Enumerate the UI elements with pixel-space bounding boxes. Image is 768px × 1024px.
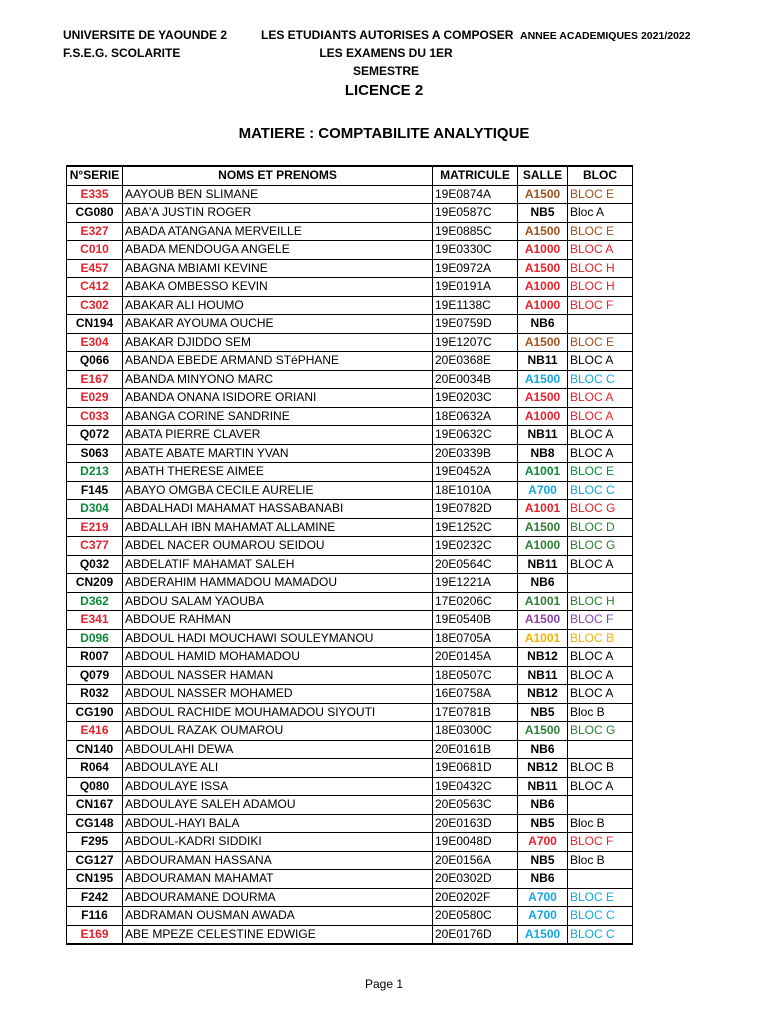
salle-cell: NB6 xyxy=(518,315,568,334)
matricule-cell: 20E0163D xyxy=(433,814,518,833)
matricule-cell: 19E1207C xyxy=(433,333,518,352)
serie-cell: Q032 xyxy=(67,555,123,574)
bloc-cell: BLOC A xyxy=(568,648,633,667)
matricule-cell: 19E0681D xyxy=(433,759,518,778)
table-row xyxy=(67,685,633,704)
salle-cell: NB5 xyxy=(518,703,568,722)
table-row xyxy=(67,833,633,852)
serie-cell: Q066 xyxy=(67,352,123,371)
title-line-2: LES EXAMENS DU 1ER xyxy=(319,46,453,60)
salle-cell: NB11 xyxy=(518,352,568,371)
bloc-cell: Bloc A xyxy=(568,204,633,223)
salle-cell: A1500 xyxy=(518,222,568,241)
serie-cell: F242 xyxy=(67,888,123,907)
serie-cell: E327 xyxy=(67,222,123,241)
bloc-cell: BLOC A xyxy=(568,426,633,445)
name-cell: ABDOUL NASSER HAMAN xyxy=(123,666,433,685)
faculty-name: F.S.E.G. SCOLARITE xyxy=(63,46,181,60)
salle-cell: A1500 xyxy=(518,611,568,630)
salle-cell: A1000 xyxy=(518,407,568,426)
matricule-cell: 19E1138C xyxy=(433,296,518,315)
bloc-cell: BLOC E xyxy=(568,222,633,241)
serie-cell: CN140 xyxy=(67,740,123,759)
name-cell: ABDOUL NASSER MOHAMED xyxy=(123,685,433,704)
table-body xyxy=(67,185,633,944)
name-cell: ABANDA MINYONO MARC xyxy=(123,370,433,389)
subject-title: MATIERE : COMPTABILITE ANALYTIQUE xyxy=(238,125,530,142)
academic-year: ANNEE ACADEMIQUES 2021/2022 xyxy=(520,30,691,42)
name-cell: ABDOUL RAZAK OUMAROU xyxy=(123,722,433,741)
table-row xyxy=(67,241,633,260)
bloc-cell: BLOC D xyxy=(568,518,633,537)
salle-cell: A1000 xyxy=(518,278,568,297)
matricule-cell: 20E0580C xyxy=(433,907,518,926)
name-cell: ABATE ABATE MARTIN YVAN xyxy=(123,444,433,463)
name-cell: ABDERAHIM HAMMADOU MAMADOU xyxy=(123,574,433,593)
serie-cell: CG148 xyxy=(67,814,123,833)
salle-cell: NB12 xyxy=(518,685,568,704)
name-cell: ABAKAR DJIDDO SEM xyxy=(123,333,433,352)
bloc-cell: Bloc B xyxy=(568,851,633,870)
university-name: UNIVERSITE DE YAOUNDE 2 xyxy=(63,28,228,42)
table-row xyxy=(67,204,633,223)
matricule-cell: 20E0034B xyxy=(433,370,518,389)
matricule-cell: 20E0176D xyxy=(433,925,518,944)
table-row xyxy=(67,888,633,907)
serie-cell: E219 xyxy=(67,518,123,537)
salle-cell: NB6 xyxy=(518,870,568,889)
name-cell: ABADA MENDOUGA ANGELE xyxy=(123,241,433,260)
column-header-salle: SALLE xyxy=(518,166,568,185)
table-row xyxy=(67,722,633,741)
bloc-cell: BLOC G xyxy=(568,500,633,519)
bloc-cell: BLOC F xyxy=(568,611,633,630)
table-row xyxy=(67,481,633,500)
serie-cell: S063 xyxy=(67,444,123,463)
table-row xyxy=(67,703,633,722)
matricule-cell: 19E0330C xyxy=(433,241,518,260)
title-line-1: LES ETUDIANTS AUTORISES A COMPOSER xyxy=(261,28,514,42)
serie-cell: CN167 xyxy=(67,796,123,815)
matricule-cell: 19E0203C xyxy=(433,389,518,408)
name-cell: ABDELATIF MAHAMAT SALEH xyxy=(123,555,433,574)
matricule-cell: 19E0540B xyxy=(433,611,518,630)
serie-cell: E341 xyxy=(67,611,123,630)
name-cell: ABDOULAYE SALEH ADAMOU xyxy=(123,796,433,815)
table-row xyxy=(67,777,633,796)
matricule-cell: 17E0206C xyxy=(433,592,518,611)
name-cell: ABAKAR AYOUMA OUCHE xyxy=(123,315,433,334)
matricule-cell: 19E1252C xyxy=(433,518,518,537)
serie-cell: D096 xyxy=(67,629,123,648)
matricule-cell: 19E0782D xyxy=(433,500,518,519)
serie-cell: CN194 xyxy=(67,315,123,334)
salle-cell: NB6 xyxy=(518,740,568,759)
serie-cell: E304 xyxy=(67,333,123,352)
bloc-cell: BLOC C xyxy=(568,907,633,926)
salle-cell: NB5 xyxy=(518,204,568,223)
column-header-serie: N°SERIE xyxy=(67,166,123,185)
bloc-cell xyxy=(568,574,633,593)
bloc-cell: BLOC F xyxy=(568,833,633,852)
matricule-cell: 18E0507C xyxy=(433,666,518,685)
matricule-cell: 19E0632C xyxy=(433,426,518,445)
salle-cell: A1500 xyxy=(518,722,568,741)
name-cell: ABAKA OMBESSO KEVIN xyxy=(123,278,433,297)
table-row xyxy=(67,426,633,445)
bloc-cell: BLOC E xyxy=(568,463,633,482)
salle-cell: NB12 xyxy=(518,648,568,667)
table-row xyxy=(67,611,633,630)
table-row xyxy=(67,740,633,759)
matricule-cell: 19E0048D xyxy=(433,833,518,852)
matricule-cell: 19E1221A xyxy=(433,574,518,593)
serie-cell: F145 xyxy=(67,481,123,500)
bloc-cell: BLOC A xyxy=(568,555,633,574)
bloc-cell: BLOC A xyxy=(568,666,633,685)
name-cell: ABAYO OMGBA CECILE AURELIE xyxy=(123,481,433,500)
bloc-cell xyxy=(568,315,633,334)
matricule-cell: 19E0874A xyxy=(433,185,518,204)
matricule-cell: 20E0563C xyxy=(433,796,518,815)
table-row xyxy=(67,592,633,611)
matricule-cell: 18E0632A xyxy=(433,407,518,426)
table-row xyxy=(67,666,633,685)
table-row xyxy=(67,407,633,426)
bloc-cell: BLOC C xyxy=(568,925,633,944)
table-row xyxy=(67,851,633,870)
salle-cell: A1001 xyxy=(518,463,568,482)
name-cell: ABAKAR ALI HOUMO xyxy=(123,296,433,315)
table-row xyxy=(67,444,633,463)
table-row xyxy=(67,370,633,389)
table-row xyxy=(67,259,633,278)
table-row xyxy=(67,352,633,371)
matricule-cell: 20E0161B xyxy=(433,740,518,759)
matricule-cell: 19E0759D xyxy=(433,315,518,334)
serie-cell: E029 xyxy=(67,389,123,408)
serie-cell: CG080 xyxy=(67,204,123,223)
table-row xyxy=(67,500,633,519)
bloc-cell: BLOC C xyxy=(568,481,633,500)
name-cell: ABDALHADI MAHAMAT HASSABANABI xyxy=(123,500,433,519)
serie-cell: E167 xyxy=(67,370,123,389)
table-row xyxy=(67,222,633,241)
matricule-cell: 19E0191A xyxy=(433,278,518,297)
salle-cell: A700 xyxy=(518,907,568,926)
salle-cell: NB11 xyxy=(518,555,568,574)
salle-cell: NB5 xyxy=(518,814,568,833)
matricule-cell: 18E0300C xyxy=(433,722,518,741)
page-number: Page 1 xyxy=(364,977,404,991)
salle-cell: A1500 xyxy=(518,185,568,204)
salle-cell: NB12 xyxy=(518,759,568,778)
table-header-row xyxy=(67,166,633,185)
table-row xyxy=(67,389,633,408)
matricule-cell: 16E0758A xyxy=(433,685,518,704)
bloc-cell: BLOC A xyxy=(568,389,633,408)
salle-cell: A1500 xyxy=(518,370,568,389)
salle-cell: A1000 xyxy=(518,241,568,260)
serie-cell: C412 xyxy=(67,278,123,297)
matricule-cell: 20E0302D xyxy=(433,870,518,889)
column-header-names: NOMS ET PRENOMS xyxy=(123,166,433,185)
salle-cell: NB8 xyxy=(518,444,568,463)
serie-cell: CN209 xyxy=(67,574,123,593)
bloc-cell: BLOC G xyxy=(568,537,633,556)
bloc-cell: Bloc B xyxy=(568,703,633,722)
name-cell: ABANDA EBEDE ARMAND STéPHANE xyxy=(123,352,433,371)
matricule-cell: 20E0156A xyxy=(433,851,518,870)
name-cell: ABDOUL HAMID MOHAMADOU xyxy=(123,648,433,667)
matricule-cell: 19E0972A xyxy=(433,259,518,278)
bloc-cell: BLOC A xyxy=(568,444,633,463)
name-cell: ABDOUL-HAYI BALA xyxy=(123,814,433,833)
salle-cell: A1000 xyxy=(518,296,568,315)
serie-cell: C033 xyxy=(67,407,123,426)
salle-cell: A1500 xyxy=(518,333,568,352)
salle-cell: NB11 xyxy=(518,666,568,685)
serie-cell: C377 xyxy=(67,537,123,556)
table-row xyxy=(67,537,633,556)
bloc-cell: BLOC A xyxy=(568,685,633,704)
table-row xyxy=(67,925,633,944)
matricule-cell: 20E0145A xyxy=(433,648,518,667)
serie-cell: E335 xyxy=(67,185,123,204)
matricule-cell: 19E0452A xyxy=(433,463,518,482)
bloc-cell: BLOC B xyxy=(568,629,633,648)
name-cell: ABDALLAH IBN MAHAMAT ALLAMINE xyxy=(123,518,433,537)
salle-cell: A1500 xyxy=(518,259,568,278)
name-cell: ABDRAMAN OUSMAN AWADA xyxy=(123,907,433,926)
serie-cell: E457 xyxy=(67,259,123,278)
name-cell: ABDOURAMAN HASSANA xyxy=(123,851,433,870)
table-row xyxy=(67,555,633,574)
table-row xyxy=(67,759,633,778)
table-row xyxy=(67,648,633,667)
bloc-cell: BLOC A xyxy=(568,777,633,796)
name-cell: ABDOUL HADI MOUCHAWI SOULEYMANOU xyxy=(123,629,433,648)
matricule-cell: 20E0339B xyxy=(433,444,518,463)
name-cell: ABANDA ONANA ISIDORE ORIANI xyxy=(123,389,433,408)
title-line-3: SEMESTRE xyxy=(352,64,419,78)
salle-cell: NB11 xyxy=(518,426,568,445)
matricule-cell: 18E1010A xyxy=(433,481,518,500)
table-row xyxy=(67,278,633,297)
salle-cell: NB6 xyxy=(518,796,568,815)
table-row xyxy=(67,796,633,815)
bloc-cell: BLOC C xyxy=(568,370,633,389)
bloc-cell: Bloc B xyxy=(568,814,633,833)
name-cell: ABDEL NACER OUMAROU SEIDOU xyxy=(123,537,433,556)
name-cell: AAYOUB BEN SLIMANE xyxy=(123,185,433,204)
matricule-cell: 19E0587C xyxy=(433,204,518,223)
table-row xyxy=(67,185,633,204)
table-row xyxy=(67,574,633,593)
name-cell: ABDOUE RAHMAN xyxy=(123,611,433,630)
name-cell: ABATH THERESE AIMEE xyxy=(123,463,433,482)
salle-cell: A700 xyxy=(518,481,568,500)
bloc-cell xyxy=(568,740,633,759)
bloc-cell: BLOC F xyxy=(568,296,633,315)
serie-cell: E169 xyxy=(67,925,123,944)
level-title: LICENCE 2 xyxy=(344,82,424,99)
name-cell: ABE MPEZE CELESTINE EDWIGE xyxy=(123,925,433,944)
serie-cell: Q072 xyxy=(67,426,123,445)
serie-cell: R007 xyxy=(67,648,123,667)
table-row xyxy=(67,870,633,889)
bloc-cell xyxy=(568,796,633,815)
name-cell: ABA'A JUSTIN ROGER xyxy=(123,204,433,223)
table-row xyxy=(67,463,633,482)
name-cell: ABDOULAYE ISSA xyxy=(123,777,433,796)
table-row xyxy=(67,518,633,537)
bloc-cell: BLOC A xyxy=(568,241,633,260)
table-row xyxy=(67,296,633,315)
serie-cell: C010 xyxy=(67,241,123,260)
name-cell: ABANGA CORINE SANDRINE xyxy=(123,407,433,426)
matricule-cell: 19E0885C xyxy=(433,222,518,241)
serie-cell: D213 xyxy=(67,463,123,482)
table-row xyxy=(67,333,633,352)
name-cell: ABDOULAHI DEWA xyxy=(123,740,433,759)
salle-cell: A1500 xyxy=(518,518,568,537)
salle-cell: A1001 xyxy=(518,500,568,519)
salle-cell: A1001 xyxy=(518,592,568,611)
bloc-cell: BLOC E xyxy=(568,888,633,907)
bloc-cell: BLOC E xyxy=(568,185,633,204)
name-cell: ABATA PIERRE CLAVER xyxy=(123,426,433,445)
matricule-cell: 20E0564C xyxy=(433,555,518,574)
bloc-cell: BLOC B xyxy=(568,759,633,778)
serie-cell: Q080 xyxy=(67,777,123,796)
bloc-cell xyxy=(568,870,633,889)
salle-cell: A700 xyxy=(518,888,568,907)
students-table xyxy=(66,165,633,945)
serie-cell: CN195 xyxy=(67,870,123,889)
bloc-cell: BLOC G xyxy=(568,722,633,741)
serie-cell: D362 xyxy=(67,592,123,611)
bloc-cell: BLOC E xyxy=(568,333,633,352)
column-header-bloc: BLOC xyxy=(568,166,633,185)
salle-cell: A1000 xyxy=(518,537,568,556)
name-cell: ABDOU SALAM YAOUBA xyxy=(123,592,433,611)
serie-cell: R064 xyxy=(67,759,123,778)
serie-cell: R032 xyxy=(67,685,123,704)
salle-cell: A1500 xyxy=(518,389,568,408)
name-cell: ABDOURAMAN MAHAMAT xyxy=(123,870,433,889)
bloc-cell: BLOC H xyxy=(568,259,633,278)
matricule-cell: 20E0368E xyxy=(433,352,518,371)
matricule-cell: 18E0705A xyxy=(433,629,518,648)
salle-cell: NB5 xyxy=(518,851,568,870)
matricule-cell: 20E0202F xyxy=(433,888,518,907)
salle-cell: A1001 xyxy=(518,629,568,648)
bloc-cell: BLOC H xyxy=(568,592,633,611)
serie-cell: F116 xyxy=(67,907,123,926)
column-header-matricule: MATRICULE xyxy=(433,166,518,185)
table-row xyxy=(67,629,633,648)
serie-cell: Q079 xyxy=(67,666,123,685)
bloc-cell: BLOC A xyxy=(568,407,633,426)
matricule-cell: 19E0232C xyxy=(433,537,518,556)
table-row xyxy=(67,315,633,334)
serie-cell: CG190 xyxy=(67,703,123,722)
serie-cell: D304 xyxy=(67,500,123,519)
table-row xyxy=(67,907,633,926)
serie-cell: CG127 xyxy=(67,851,123,870)
salle-cell: NB6 xyxy=(518,574,568,593)
name-cell: ABADA ATANGANA MERVEILLE xyxy=(123,222,433,241)
salle-cell: NB11 xyxy=(518,777,568,796)
bloc-cell: BLOC A xyxy=(568,352,633,371)
name-cell: ABDOULAYE ALI xyxy=(123,759,433,778)
serie-cell: C302 xyxy=(67,296,123,315)
salle-cell: A1500 xyxy=(518,925,568,944)
salle-cell: A700 xyxy=(518,833,568,852)
bloc-cell: BLOC H xyxy=(568,278,633,297)
table-row xyxy=(67,814,633,833)
name-cell: ABDOUL RACHIDE MOUHAMADOU SIYOUTI xyxy=(123,703,433,722)
name-cell: ABDOUL-KADRI SIDDIKI xyxy=(123,833,433,852)
name-cell: ABDOURAMANE DOURMA xyxy=(123,888,433,907)
matricule-cell: 19E0432C xyxy=(433,777,518,796)
serie-cell: E416 xyxy=(67,722,123,741)
matricule-cell: 17E0781B xyxy=(433,703,518,722)
serie-cell: F295 xyxy=(67,833,123,852)
name-cell: ABAGNA MBIAMI KEVINE xyxy=(123,259,433,278)
